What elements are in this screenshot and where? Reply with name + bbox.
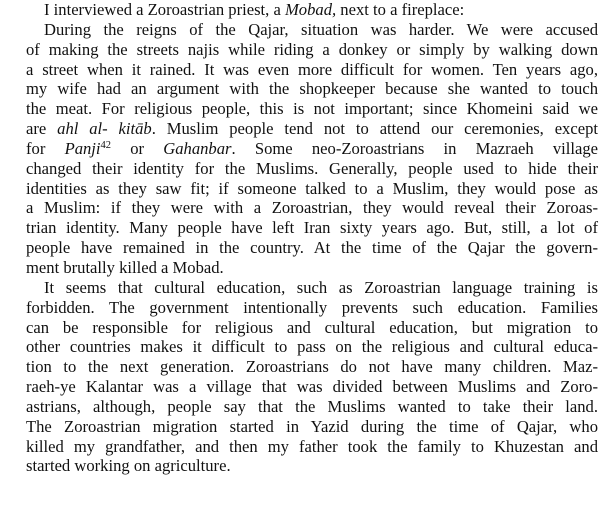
- text-run: for: [26, 138, 65, 158]
- text-run: are: [26, 119, 58, 139]
- text-line: [8, 60, 598, 80]
- text-run: . Muslim people tend not to attend our ceremonies, except: [151, 119, 598, 139]
- text-run: a street when it rained. It was even more difficult for women. Ten years ago,: [26, 59, 598, 79]
- text-line: [8, 357, 598, 377]
- text-run: tion to the next generation. Zoroastrians do not have many children. Maz-: [26, 357, 598, 377]
- text-run: killed my grandfather, and then my father took the family to Khuzestan and: [26, 436, 598, 456]
- text-run: identities as they saw fit; if someone talked to a Muslim, they would pose as: [26, 178, 598, 198]
- text-line: [8, 139, 598, 159]
- text-run: It seems that cultural education, such as Zoroastrian language training is: [44, 277, 598, 297]
- text-line: [8, 40, 598, 60]
- text-line: [8, 437, 598, 457]
- text-run: or: [111, 138, 164, 158]
- text-line: [8, 238, 598, 258]
- text-run: the meat. For religious people, this is not important; since Khomeini said we: [26, 99, 598, 119]
- italic-term: Gahanbar: [163, 138, 232, 158]
- text-run: started working on agriculture.: [26, 456, 231, 476]
- text-line: [8, 20, 598, 40]
- document-page: [8, 0, 598, 476]
- italic-term: ahl al- kitāb: [57, 119, 152, 139]
- text-run: can be responsible for religious and cultural education, but migration to: [26, 317, 598, 337]
- italic-term: Mobad,: [284, 0, 337, 19]
- footnote-reference: 42: [100, 139, 112, 151]
- text-line: [8, 298, 598, 318]
- text-run: ment brutally killed a Mobad.: [26, 257, 224, 277]
- paragraph: [8, 20, 598, 278]
- text-run: my wife had an argument with the shopkeeper because she wanted to touch: [26, 79, 598, 99]
- text-run: people have remained in the country. At the time of the Qajar the govern-: [26, 238, 598, 258]
- text-line: [8, 99, 598, 119]
- text-run: forbidden. The government intentionally prevents such education. Families: [26, 297, 598, 317]
- text-line: [8, 397, 598, 417]
- text-line: [8, 258, 598, 278]
- text-run: astrians, although, people say that the Muslims wanted to take their land.: [26, 396, 598, 416]
- text-run: I interviewed a Zoroastrian priest, a: [44, 0, 285, 19]
- text-line: [8, 119, 598, 139]
- text-run: of making the streets najis while riding a donkey or simply by walking down: [26, 39, 598, 59]
- text-line: [8, 456, 598, 476]
- text-run: a Muslim: if they were with a Zoroastrian, they would reveal their Zoroas-: [26, 198, 598, 218]
- text-run: next to a fireplace:: [336, 0, 465, 19]
- paragraph: [8, 278, 598, 476]
- text-line: [8, 79, 598, 99]
- text-run: changed their identity for the Muslims. Generally, people used to hide their: [26, 158, 598, 178]
- italic-term: Panji: [64, 138, 101, 158]
- text-run: . Some neo-Zoroastrians in Mazraeh village: [231, 138, 599, 158]
- text-run: The Zoroastrian migration started in Yazid during the time of Qajar, who: [26, 416, 598, 436]
- text-line: [8, 179, 598, 199]
- text-line: [8, 318, 598, 338]
- text-line: [8, 377, 598, 397]
- text-line: [8, 337, 598, 357]
- text-run: During the reigns of the Qajar, situation was harder. We were accused: [44, 19, 598, 39]
- text-line: [8, 198, 598, 218]
- text-line: [8, 417, 598, 437]
- text-line: [8, 278, 598, 298]
- text-line: [8, 159, 598, 179]
- text-line: [8, 218, 598, 238]
- text-run: trian identity. Many people have left Iran sixty years ago. But, still, a lot of: [26, 218, 598, 238]
- text-line: [8, 0, 598, 20]
- text-run: raeh-ye Kalantar was a village that was divided between Muslims and Zoro-: [26, 377, 598, 397]
- text-run: other countries makes it difficult to pass on the religious and cultural educa-: [26, 337, 598, 357]
- paragraph: [8, 0, 598, 20]
